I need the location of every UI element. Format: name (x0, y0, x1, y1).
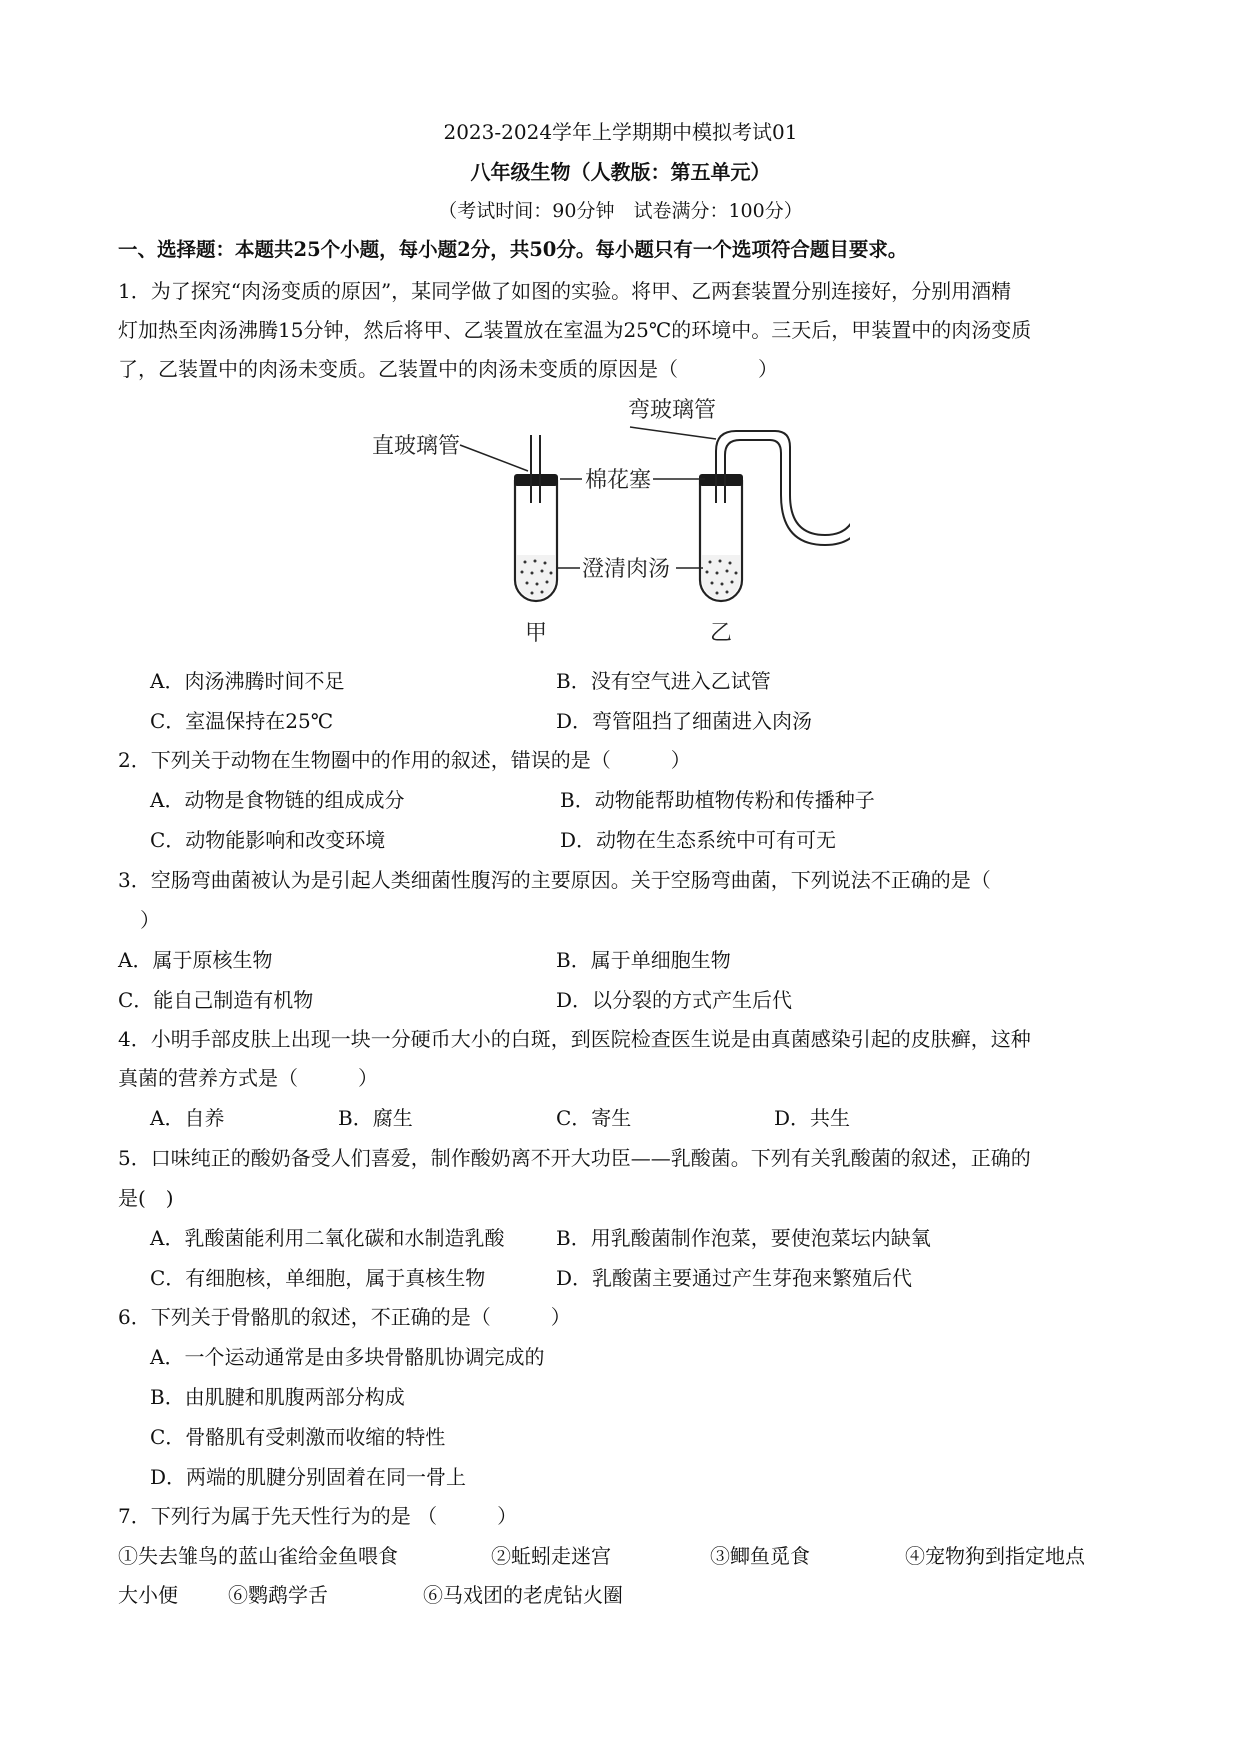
exam-info: （考试时间：90分钟 试卷满分：100分） (438, 200, 803, 222)
q1-experiment-figure (370, 395, 850, 655)
q7-stem: 7．下列行为属于先天性行为的是 （ ） (118, 1504, 518, 1528)
q3-option-a[interactable]: A．属于原核生物 (118, 948, 273, 972)
q5-option-b[interactable]: B．用乳酸菌制作泡菜，要使泡菜坛内缺氧 (556, 1226, 931, 1250)
label-yi: 乙 (710, 621, 733, 646)
q5-option-a[interactable]: A．乳酸菌能利用二氧化碳和水制造乳酸 (150, 1226, 505, 1250)
q5-stem-line: 是( ) (118, 1186, 174, 1210)
q5-stem-line: 5．口味纯正的酸奶备受人们喜爱，制作酸奶离不开大功臣——乳酸菌。下列有关乳酸菌的叙述，正确的 (118, 1146, 1031, 1170)
q4-stem-line: 4．小明手部皮肤上出现一块一分硬币大小的白斑，到医院检查医生说是由真菌感染引起的皮肤癣，这种 (118, 1027, 1031, 1051)
q7-item-4-cont: 大小便 (118, 1583, 178, 1607)
label-clear-broth: 澄清肉汤 (582, 557, 671, 582)
q7-item-6: ⑥鹦鹉学舌 (228, 1583, 328, 1607)
exam-subtitle: 八年级生物（人教版：第五单元） (470, 160, 771, 184)
label-bent-tube: 弯玻璃管 (628, 398, 717, 423)
q1-stem-line: 1．为了探究“肉汤变质的原因”，某同学做了如图的实验。将甲、乙两套装置分别连接好，分别用酒精 (118, 279, 1012, 303)
q6-option-b[interactable]: B．由肌腱和肌腹两部分构成 (150, 1385, 405, 1409)
q4-option-d[interactable]: D．共生 (774, 1106, 851, 1130)
test-tube-yi (699, 431, 850, 601)
q3-stem-line: 3．空肠弯曲菌被认为是引起人类细菌性腹泻的主要原因。关于空肠弯曲菌，下列说法不正确的是（ (118, 868, 991, 892)
q6-option-c[interactable]: C．骨骼肌有受刺激而收缩的特性 (150, 1425, 446, 1449)
q5-option-c[interactable]: C．有细胞核，单细胞，属于真核生物 (150, 1266, 486, 1290)
q6-stem: 6．下列关于骨骼肌的叙述，不正确的是（ ） (118, 1305, 571, 1329)
q7-item-4: ④宠物狗到指定地点 (905, 1544, 1085, 1568)
q2-option-b[interactable]: B．动物能帮助植物传粉和传播种子 (560, 788, 875, 812)
label-jia: 甲 (525, 621, 548, 646)
exam-title: 2023-2024学年上学期期中模拟考试01 (443, 120, 798, 144)
q4-stem-line: 真菌的营养方式是（ ） (118, 1066, 378, 1090)
q2-stem: 2．下列关于动物在生物圈中的作用的叙述，错误的是（ ） (118, 748, 691, 772)
q4-option-c[interactable]: C．寄生 (556, 1106, 632, 1130)
q2-option-c[interactable]: C．动物能影响和改变环境 (150, 828, 386, 852)
q1-option-c[interactable]: C．室温保持在25℃ (150, 709, 334, 733)
q3-option-b[interactable]: B．属于单细胞生物 (556, 948, 731, 972)
q6-option-a[interactable]: A．一个运动通常是由多块骨骼肌协调完成的 (150, 1345, 545, 1369)
q4-option-b[interactable]: B．腐生 (338, 1106, 413, 1130)
q2-option-d[interactable]: D．动物在生态系统中可有可无 (560, 828, 837, 852)
q1-option-d[interactable]: D．弯管阻挡了细菌进入肉汤 (556, 709, 813, 733)
q1-option-b[interactable]: B．没有空气进入乙试管 (556, 669, 771, 693)
q4-option-a[interactable]: A．自养 (150, 1106, 225, 1130)
q3-option-c[interactable]: C．能自己制造有机物 (118, 988, 314, 1012)
q2-option-a[interactable]: A．动物是食物链的组成成分 (150, 788, 405, 812)
label-cotton-plug: 棉花塞 (585, 468, 652, 493)
test-tube-jia (514, 435, 558, 601)
q3-stem-line: ） (140, 908, 160, 932)
q6-option-d[interactable]: D．两端的肌腱分别固着在同一骨上 (150, 1465, 467, 1489)
section-heading: 一、选择题：本题共25个小题，每小题2分，共50分。每小题只有一个选项符合题目要求。 (118, 238, 908, 261)
q7-item-7: ⑥马戏团的老虎钻火圈 (423, 1583, 623, 1607)
q3-option-d[interactable]: D．以分裂的方式产生后代 (556, 988, 793, 1012)
q7-item-3: ③鲫鱼觅食 (710, 1544, 810, 1568)
leader-line (630, 427, 716, 439)
q1-stem-line: 灯加热至肉汤沸腾15分钟，然后将甲、乙装置放在室温为25℃的环境中。三天后，甲装置中的肉汤变质 (118, 318, 1032, 342)
q1-option-a[interactable]: A．肉汤沸腾时间不足 (150, 669, 345, 693)
q1-stem-line: 了，乙装置中的肉汤未变质。乙装置中的肉汤未变质的原因是（ ） (118, 357, 778, 381)
leader-line (460, 445, 528, 471)
q5-option-d[interactable]: D．乳酸菌主要通过产生芽孢来繁殖后代 (556, 1266, 913, 1290)
q7-item-2: ②蚯蚓走迷宫 (491, 1544, 611, 1568)
label-straight-tube: 直玻璃管 (372, 434, 461, 459)
q7-item-1: ①失去雏鸟的蓝山雀给金鱼喂食 (118, 1544, 398, 1568)
